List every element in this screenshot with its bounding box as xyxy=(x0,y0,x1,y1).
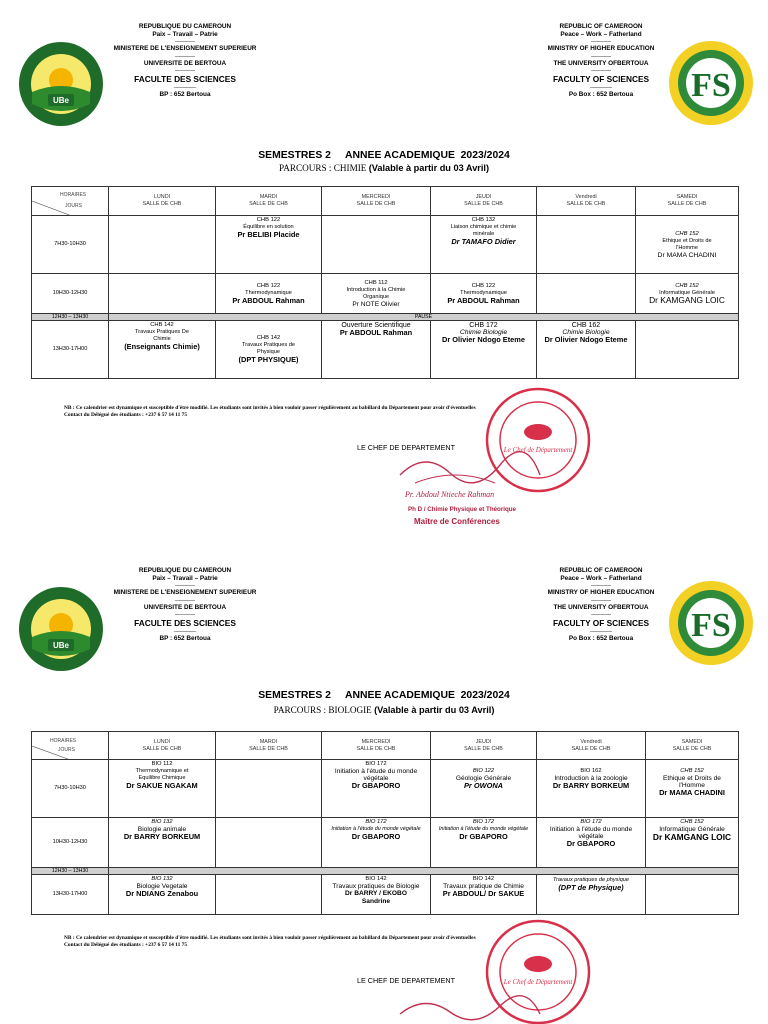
pause-row xyxy=(109,868,739,875)
signature-title: Ph D / Chimie Physique et Théorique xyxy=(408,506,516,513)
day-header: MERCREDI SALLE DE CHB xyxy=(322,732,431,760)
course-cell-empty xyxy=(216,818,322,868)
validity: (Valable à partir du 03 Avril) xyxy=(368,163,490,173)
pause-label: PAUSE xyxy=(109,314,739,321)
notice: NB : Ce calendrier est dynamique et susceptible d'être modifié. Les étudiants sont invités à bien vouloir passer régulièrement au babillard du Département pour avoir d'éventuelles Contact du Délégué des étudiants : +237 6 57 14 11 75 xyxy=(64,935,476,948)
day-header: Vendredi SALLE DE CHB xyxy=(537,732,646,760)
signature-name: Pr. Abdoul Ntieche Rahman xyxy=(405,490,495,499)
header-left xyxy=(110,23,260,99)
validity: (Valable à partir du 03 Avril) xyxy=(374,705,495,715)
faculty-en: FACULTY OF SCIENCES xyxy=(552,73,650,84)
course-cell: Travaux pratiques de physique (DPT de Physique) xyxy=(537,875,646,915)
time-slot: 13H30-17H00 xyxy=(32,321,109,379)
course-cell: Ouverture Scientifique Pr ABDOUL Rahman xyxy=(322,321,431,379)
day-header: MERCREDI SALLE DE CHB xyxy=(322,187,431,216)
ministry-fr: MINISTERE DE L'ENSEIGNEMENT SUPERIEUR xyxy=(113,45,257,53)
separator: ---------- xyxy=(175,39,195,46)
bp-fr: BP : 652 Bertoua xyxy=(159,90,211,98)
day-header: LUNDI SALLE DE CHB xyxy=(109,187,216,216)
day-header: SAMEDI SALLE DE CHB xyxy=(646,732,739,760)
signature-scribble xyxy=(395,990,545,1024)
course-cell-empty xyxy=(216,875,322,915)
logo-letters: FS xyxy=(691,67,731,104)
time-slot: 13H30-17H00 xyxy=(32,875,109,915)
pause-time: 12H30 – 13H30 xyxy=(32,868,109,875)
course-cell: CHB 112 Introduction à la Chimie Organique Pr NOTE Olivier xyxy=(322,274,431,314)
course-cell-empty xyxy=(109,274,216,314)
corner-hours: HORAIRES xyxy=(60,192,87,199)
corner-cell xyxy=(32,187,109,216)
svg-text:Le Chef de Département: Le Chef de Département xyxy=(503,446,573,454)
day-header: SAMEDI SALLE DE CHB xyxy=(636,187,739,216)
timetable-subtitle xyxy=(0,705,768,715)
university-en: THE UNIVERSITY OFBERTOUA xyxy=(553,59,649,67)
course-cell: CHB 142 Travaux Pratiques De Chimie (Enseignants Chimie) xyxy=(109,321,216,379)
timetable-chimie xyxy=(31,186,739,379)
university-of-bertoua-logo xyxy=(18,585,104,673)
signature-scribble xyxy=(395,445,545,490)
course-cell-empty xyxy=(537,216,636,274)
timetable-biologie xyxy=(31,731,739,915)
separator: ---------- xyxy=(591,39,611,46)
course-cell-empty xyxy=(109,216,216,274)
course-cell: CHB 122 Thermodynamique Pr ABDOUL Rahman xyxy=(431,274,537,314)
course-cell: CHB 162 Chimie Biologie Dr Olivier Ndogo Eteme xyxy=(537,321,636,379)
time-slot: 7H30-10H30 xyxy=(32,216,109,274)
timetable-title: SEMESTRES 2 ANNEE ACADEMIQUE 2023/2024 xyxy=(258,150,510,161)
ministry-en: MINISTRY OF HIGHER EDUCATION xyxy=(547,45,655,53)
faculty-of-sciences-logo xyxy=(668,580,754,666)
pause-time: 12H30 – 13H30 xyxy=(32,314,109,321)
country-en: REPUBLIC OF CAMEROON xyxy=(559,23,643,30)
logo-letters: FS xyxy=(691,607,731,644)
day-header: MARDI SALLE DE CHB xyxy=(216,187,322,216)
signature-rank: Maître de Conférences xyxy=(414,517,500,526)
day-header: JEUDI SALLE DE CHB xyxy=(431,732,537,760)
course-cell: CHB 152 Ethique et Droits de l'Homme Dr MAMA CHADINI xyxy=(646,760,739,818)
course-cell: CHB 172 Chimie Biologie Dr Olivier Ndogo Eteme xyxy=(431,321,537,379)
course-cell: BIO 122 Géologie Générale Pr OWONA xyxy=(431,760,537,818)
separator: ---------- xyxy=(175,67,195,74)
course-cell: BIO 132 Biologie Vegetale Dr NDIANG Zenabou xyxy=(109,875,216,915)
course-cell-empty xyxy=(646,875,739,915)
course-cell: CHB 152 Informatique Générale Dr KAMGANG LOIC xyxy=(646,818,739,868)
time-slot: 10H30-12H30 xyxy=(32,818,109,868)
separator: ---------- xyxy=(591,53,611,60)
time-slot: 10H30-12H30 xyxy=(32,274,109,314)
timetable-title: SEMESTRES 2 ANNEE ACADEMIQUE 2023/2024 xyxy=(258,690,510,701)
course-cell: CHB 132 Liaison chimique et chimie minérale Dr TAMAFO Didier xyxy=(431,216,537,274)
parcours: PARCOURS : BIOLOGIE xyxy=(273,705,372,715)
course-cell: BIO 172 Initiation à l'étude du monde végétale Dr GBAPORO xyxy=(431,818,537,868)
parcours: PARCOURS : CHIMIE xyxy=(278,163,367,173)
course-cell: CHB 142 Travaux Pratiques de Physique (DPT PHYSIQUE) xyxy=(216,321,322,379)
course-cell-empty xyxy=(537,274,636,314)
course-cell: CHB 152 Informatique Générale Dr KAMGANG LOIC xyxy=(636,274,739,314)
day-header: LUNDI SALLE DE CHB xyxy=(109,732,216,760)
header-left: REPUBLIQUE DU CAMEROUN Paix – Travail – Patrie ---------- MINISTERE DE L'ENSEIGNEMENT SUPERIEUR ---------- UNIVERSITE DE BERTOUA ---------- FACULTE DES SCIENCES ----------- BP : 652 Bertoua xyxy=(113,567,257,642)
corner-days: JOURS xyxy=(65,203,82,209)
course-cell: CHB 122 Équilibre en solution Pr BELIBI Placide xyxy=(216,216,322,274)
course-cell: BIO 172 Initiation à l'étude du monde végétale Dr GBAPORO xyxy=(322,818,431,868)
separator: ---------- xyxy=(175,53,195,60)
course-cell: CHB 152 Ethique et Droits de l'Homme Dr MAMA CHADINI xyxy=(636,216,739,274)
day-header: MARDI SALLE DE CHB xyxy=(216,732,322,760)
course-cell: BIO 172 Initiation à l'étude du monde végétale Dr GBAPORO xyxy=(322,760,431,818)
logo-text: UBe xyxy=(52,641,70,650)
corner-cell: JOURS HORAIRES xyxy=(32,732,109,760)
university-of-bertoua-logo xyxy=(18,40,104,128)
day-header: Vendredi SALLE DE CHB xyxy=(537,187,636,216)
svg-text:Le Chef de Département: Le Chef de Département xyxy=(503,978,573,986)
time-slot: 7H30-10H30 xyxy=(32,760,109,818)
department-head-label: LE CHEF DE DEPARTEMENT xyxy=(357,976,455,985)
separator: ----------- xyxy=(174,84,196,91)
course-cell: BIO 172 Initiation à l'étude du monde végétale Dr GBAPORO xyxy=(537,818,646,868)
separator: ----------- xyxy=(590,84,612,91)
header-right: REPUBLIC OF CAMEROON Peace – Work – Fatherland ---------- MINISTRY OF HIGHER EDUCATION ---------- THE UNIVERSITY OFBERTOUA ---------- FACULTY OF SCIENCES ----------- Po Box : 652 Bertoua xyxy=(547,567,655,642)
course-cell: BIO 132 Biologie animale Dr BARRY BORKEUM xyxy=(109,818,216,868)
course-cell: CHB 122 Thermodynamique Pr ABDOUL Rahman xyxy=(216,274,322,314)
course-cell: BIO 142 Travaux pratique de Chimie Pr ABDOUL/ Dr SAKUE xyxy=(431,875,537,915)
course-cell: BIO 162 Introduction à la zoologie Dr BARRY BORKEUM xyxy=(537,760,646,818)
separator: ---------- xyxy=(591,67,611,74)
course-cell-empty xyxy=(322,216,431,274)
notice: NB : Ce calendrier est dynamique et susceptible d'être modifié. Les étudiants sont invités à bien vouloir passer régulièrement au babillard du Département pour avoir d'éventuelles Contact du Délégué des étudiants : +237 6 57 14 11 75 xyxy=(64,405,476,418)
department-head-label: LE CHEF DE DEPARTEMENT xyxy=(357,443,455,452)
course-cell-empty xyxy=(636,321,739,379)
country-fr: REPUBLIQUE DU CAMEROUN xyxy=(138,23,232,30)
course-cell: BIO 142 Travaux pratiques de Biologie Dr BARRY / EKOBO Sandrine xyxy=(322,875,431,915)
faculty-of-sciences-logo xyxy=(668,40,754,126)
motto-en: Peace – Work – Fatherland xyxy=(560,31,642,39)
course-cell-empty xyxy=(216,760,322,818)
faculty-fr: FACULTE DES SCIENCES xyxy=(134,73,236,84)
po-box-en: Po Box : 652 Bertoua xyxy=(568,90,634,98)
motto-fr: Paix – Travail – Patrie xyxy=(152,31,218,39)
day-header: JEUDI SALLE DE CHB xyxy=(431,187,537,216)
logo-text: UBe xyxy=(52,96,70,105)
header-right xyxy=(526,23,676,99)
course-cell: BIO 112 Thermodynamique et Equilibre Chimique Dr SAKUE NGAKAM xyxy=(109,760,216,818)
timetable-subtitle xyxy=(0,163,768,173)
university-fr: UNIVERSITE DE BERTOUA xyxy=(143,59,227,67)
